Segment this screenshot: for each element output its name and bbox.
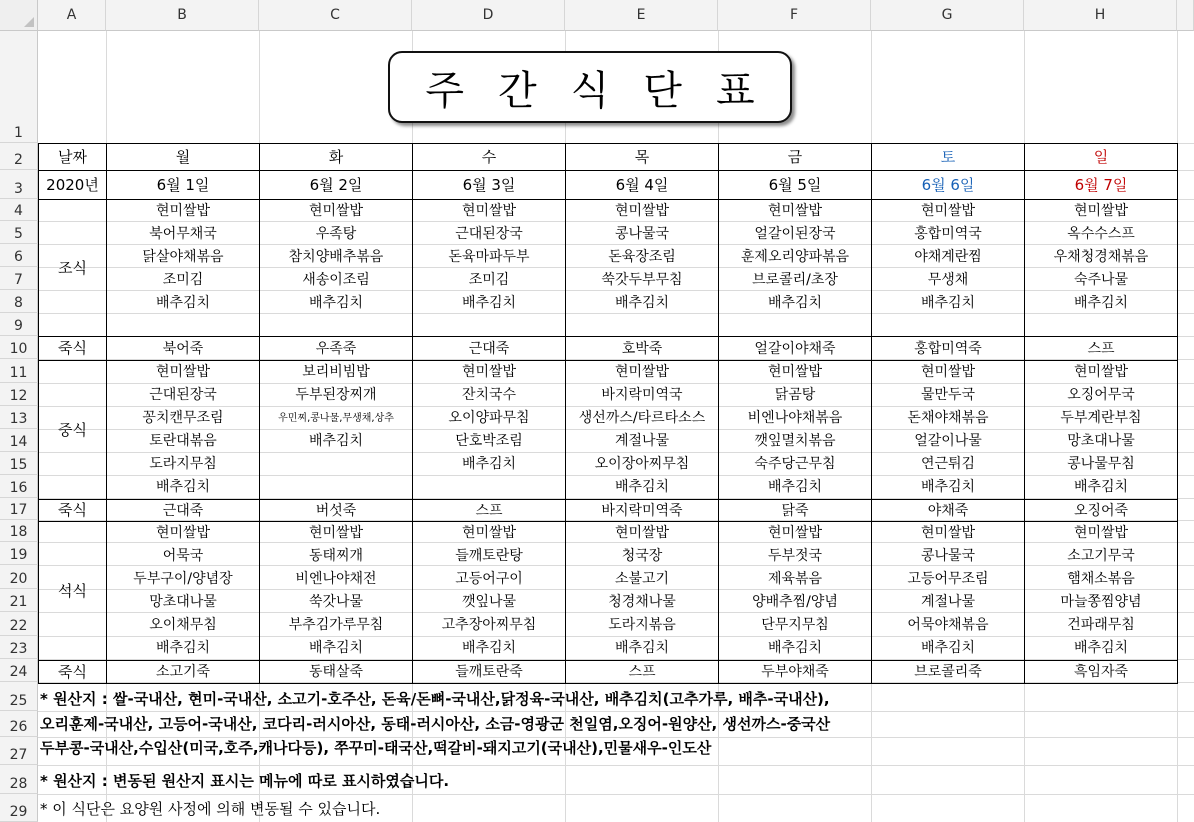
meal-cell[interactable] <box>566 361 719 500</box>
menu-item: 망초대나물 <box>149 594 217 610</box>
menu-item: 얼갈이된장국 <box>754 226 836 242</box>
menu-item: 현미쌀밥 <box>1073 525 1129 541</box>
date-cell[interactable]: 6월 7일 <box>1025 171 1178 200</box>
menu-item: 계절나물 <box>614 433 670 449</box>
menu-item: 두부된장찌개 <box>295 387 377 403</box>
menu-item: 건파래무침 <box>1067 617 1135 633</box>
menu-item: 돈육장조림 <box>608 249 676 265</box>
menu-item: 비엔나야채전 <box>295 571 377 587</box>
menu-change-note[interactable]: * 이 식단은 요양원 사정에 의해 변동될 수 있습니다. <box>40 800 381 818</box>
porridge-cell[interactable]: 우족죽 <box>260 337 413 361</box>
menu-item: 소불고기 <box>614 571 670 587</box>
menu-item: 현미쌀밥 <box>920 203 976 219</box>
porridge-cell[interactable]: 오징어죽 <box>1025 500 1178 522</box>
menu-item: 참치양배추볶음 <box>288 249 384 265</box>
menu-item: 근대된장국 <box>149 387 217 403</box>
menu-item: 우족탕 <box>315 226 357 242</box>
porridge-cell[interactable]: 두부야채죽 <box>719 661 872 684</box>
row-header-5[interactable]: 5 <box>0 221 38 244</box>
menu-item: 배추김치 <box>155 295 211 311</box>
meal-cell[interactable] <box>107 200 260 337</box>
menu-item: 현미쌀밥 <box>308 525 364 541</box>
menu-item: 어묵야채볶음 <box>907 617 989 633</box>
meal-cell[interactable] <box>872 361 1025 500</box>
menu-item: 숙주당근무침 <box>754 456 836 472</box>
menu-item: 현미쌀밥 <box>767 364 823 380</box>
menu-item: 배추김치 <box>461 640 517 656</box>
column-header-a[interactable]: A <box>38 0 106 31</box>
porridge-cell[interactable]: 북어죽 <box>107 337 260 361</box>
meal-cell[interactable] <box>719 522 872 661</box>
day-header[interactable]: 금 <box>719 144 872 171</box>
menu-item: 현미쌀밥 <box>308 203 364 219</box>
row-header-23[interactable]: 23 <box>0 636 38 659</box>
meal-label[interactable]: 중식 <box>39 361 107 500</box>
menu-item: 현미쌀밥 <box>155 364 211 380</box>
column-header-e[interactable]: E <box>565 0 718 31</box>
menu-item: 배추김치 <box>920 640 976 656</box>
row-header-18[interactable]: 18 <box>0 520 38 542</box>
menu-item: 현미쌀밥 <box>767 525 823 541</box>
year-cell[interactable]: 2020년 <box>39 171 107 200</box>
row-header-13[interactable]: 13 <box>0 406 38 429</box>
title-box[interactable] <box>388 51 792 123</box>
menu-item: 무생채 <box>927 272 969 288</box>
porridge-cell[interactable]: 흑임자죽 <box>1025 661 1178 684</box>
row-header-16[interactable]: 16 <box>0 475 38 498</box>
menu-item: 도라지무침 <box>149 456 217 472</box>
meal-cell[interactable] <box>566 522 719 661</box>
day-header[interactable]: 목 <box>566 144 719 171</box>
column-header-overflow <box>1177 0 1194 31</box>
menu-item: 망초대나물 <box>1067 433 1135 449</box>
menu-item: 들깨토란탕 <box>455 548 523 564</box>
menu-item: 콩나물무침 <box>1067 456 1135 472</box>
porridge-cell[interactable]: 브로콜리죽 <box>872 661 1025 684</box>
menu-item: 고등어무조림 <box>907 571 989 587</box>
menu-item: 오이양파무침 <box>448 410 530 426</box>
menu-item: 현미쌀밥 <box>920 364 976 380</box>
menu-item: 근대된장국 <box>455 226 523 242</box>
menu-item: 계절나물 <box>920 594 976 610</box>
menu-item: 배추김치 <box>461 295 517 311</box>
menu-item: 우채청경채볶음 <box>1053 249 1149 265</box>
menu-item: 비엔나야채볶음 <box>747 410 843 426</box>
menu-item: 배추김치 <box>308 433 364 449</box>
column-header-d[interactable]: D <box>412 0 565 31</box>
menu-item: 브로콜리/초장 <box>752 272 838 288</box>
menu-item: 현미쌀밥 <box>461 525 517 541</box>
menu-item: 닭살야채볶음 <box>142 249 224 265</box>
menu-item: 배추김치 <box>308 295 364 311</box>
menu-item: 훈제오리양파볶음 <box>740 249 850 265</box>
porridge-cell[interactable]: 스프 <box>413 500 566 522</box>
menu-item: 제육볶음 <box>767 571 823 587</box>
row-header-17[interactable]: 17 <box>0 498 38 520</box>
menu-item: 토란대볶음 <box>149 433 217 449</box>
menu-item: 도라지볶음 <box>608 617 676 633</box>
meal-cell[interactable] <box>107 361 260 500</box>
row-header-9[interactable]: 9 <box>0 313 38 336</box>
menu-item: 깻잎멸치볶음 <box>754 433 836 449</box>
row-header-27[interactable]: 27 <box>0 737 38 765</box>
menu-item: 고등어구이 <box>455 571 523 587</box>
menu-item: 조미김 <box>162 272 204 288</box>
menu-item: 배추김치 <box>614 640 670 656</box>
porridge-cell[interactable]: 스프 <box>1025 337 1178 361</box>
date-label-cell[interactable]: 날짜 <box>39 144 107 171</box>
gridline-horizontal <box>38 794 1194 795</box>
row-header-24[interactable]: 24 <box>0 659 38 682</box>
meal-table <box>38 143 1178 684</box>
row-header-8[interactable]: 8 <box>0 290 38 313</box>
menu-item: 배추김치 <box>767 295 823 311</box>
row-header-20[interactable]: 20 <box>0 565 38 589</box>
page-title: 주간식단표 <box>425 67 789 114</box>
meal-label[interactable]: 죽식 <box>39 661 107 684</box>
menu-item: 현미쌀밥 <box>461 364 517 380</box>
menu-item: 청국장 <box>621 548 663 564</box>
day-header[interactable]: 수 <box>413 144 566 171</box>
row-header-3[interactable]: 3 <box>0 170 38 199</box>
porridge-cell[interactable]: 소고기죽 <box>107 661 260 684</box>
column-header-c[interactable]: C <box>259 0 412 31</box>
menu-item: 현미쌀밥 <box>767 203 823 219</box>
menu-item: 배추김치 <box>767 479 823 495</box>
meal-cell[interactable] <box>413 200 566 337</box>
menu-item: 양배추찜/양념 <box>752 594 838 610</box>
origin-change-note[interactable]: * 원산지 : 변동된 원산지 표시는 메뉴에 따로 표시하였습니다. <box>40 772 450 790</box>
menu-item: 현미쌀밥 <box>614 525 670 541</box>
menu-item: 숙주나물 <box>1073 272 1129 288</box>
menu-item: 깻잎나물 <box>461 594 517 610</box>
meal-cell[interactable] <box>107 522 260 661</box>
row-header-2[interactable]: 2 <box>0 143 38 170</box>
row-header-26[interactable]: 26 <box>0 711 38 737</box>
meal-cell[interactable] <box>413 361 566 500</box>
date-cell[interactable]: 6월 2일 <box>260 171 413 200</box>
row-header-29[interactable]: 29 <box>0 794 38 822</box>
menu-item: 배추김치 <box>1073 295 1129 311</box>
menu-item: 배추김치 <box>155 640 211 656</box>
menu-item: 현미쌀밥 <box>614 364 670 380</box>
row-header-11[interactable]: 11 <box>0 359 38 383</box>
meal-label[interactable]: 조식 <box>39 200 107 337</box>
porridge-cell[interactable]: 버섯죽 <box>260 500 413 522</box>
meal-cell[interactable] <box>260 522 413 661</box>
day-header[interactable]: 토 <box>872 144 1025 171</box>
menu-item: 배추김치 <box>614 295 670 311</box>
row-header-28[interactable]: 28 <box>0 765 38 794</box>
porridge-cell[interactable]: 야채죽 <box>872 500 1025 522</box>
menu-item: 두부구이/양념장 <box>133 571 233 587</box>
origin-note-line-1[interactable]: * 원산지 : 쌀-국내산, 현미-국내산, 소고기-호주산, 돈육/돈뼈-국내산,닭정육-국내산, 배추김치(고추가루, 배추-국내산), <box>40 690 830 708</box>
row-header-25[interactable]: 25 <box>0 682 38 711</box>
porridge-cell[interactable]: 스프 <box>566 661 719 684</box>
meal-cell[interactable] <box>260 361 413 500</box>
menu-item: 부추김가루무침 <box>288 617 384 633</box>
meal-cell[interactable] <box>413 522 566 661</box>
menu-item: 마늘쫑찜양념 <box>1060 594 1142 610</box>
meal-cell[interactable] <box>1025 200 1178 337</box>
porridge-cell[interactable]: 들깨토란죽 <box>413 661 566 684</box>
meal-label[interactable]: 석식 <box>39 522 107 661</box>
menu-item: 두부젓국 <box>767 548 823 564</box>
row-header-15[interactable]: 15 <box>0 452 38 475</box>
menu-item: 배추김치 <box>155 479 211 495</box>
menu-item: 콩나물국 <box>614 226 670 242</box>
column-header-b[interactable]: B <box>106 0 259 31</box>
row-header-1[interactable]: 1 <box>0 31 38 143</box>
column-header-h[interactable]: H <box>1024 0 1177 31</box>
menu-item: 생선까스/타르타소스 <box>578 410 706 426</box>
menu-item: 얼갈이나물 <box>914 433 982 449</box>
menu-item: 햄채소볶음 <box>1067 571 1135 587</box>
date-cell[interactable]: 6월 3일 <box>413 171 566 200</box>
menu-item: 현미쌀밥 <box>1073 364 1129 380</box>
porridge-cell[interactable]: 근대죽 <box>413 337 566 361</box>
menu-item: 배추김치 <box>614 479 670 495</box>
menu-item: 돈채야채볶음 <box>907 410 989 426</box>
menu-item: 새송이조림 <box>302 272 370 288</box>
menu-item: 보리비빔밥 <box>302 364 370 380</box>
menu-item: 조미김 <box>468 272 510 288</box>
menu-item: 청경채나물 <box>608 594 676 610</box>
menu-item: 현미쌀밥 <box>461 203 517 219</box>
menu-item: 소고기무국 <box>1067 548 1135 564</box>
row-header-21[interactable]: 21 <box>0 589 38 612</box>
meal-cell[interactable] <box>260 200 413 337</box>
gridline-horizontal <box>38 765 1194 766</box>
porridge-cell[interactable]: 근대죽 <box>107 500 260 522</box>
porridge-cell[interactable]: 홍합미역죽 <box>872 337 1025 361</box>
meal-label[interactable]: 죽식 <box>39 337 107 361</box>
date-cell[interactable]: 6월 5일 <box>719 171 872 200</box>
menu-item: 현미쌀밥 <box>920 525 976 541</box>
menu-item <box>413 476 565 499</box>
menu-item: 배추김치 <box>461 456 517 472</box>
meal-cell[interactable] <box>1025 522 1178 661</box>
menu-item: 현미쌀밥 <box>614 203 670 219</box>
menu-item: 배추김치 <box>1073 479 1129 495</box>
menu-item: 현미쌀밥 <box>155 203 211 219</box>
menu-item <box>260 476 412 499</box>
menu-item: 쑥갓두부무침 <box>601 272 683 288</box>
menu-item: 꽁치캔무조림 <box>142 410 224 426</box>
menu-item: 단호박조림 <box>455 433 523 449</box>
day-header[interactable]: 일 <box>1025 144 1178 171</box>
menu-item: 우민찌,콩나물,무생채,상추 <box>278 413 394 424</box>
column-header-g[interactable]: G <box>871 0 1024 31</box>
meal-cell[interactable] <box>1025 361 1178 500</box>
meal-cell[interactable] <box>872 200 1025 337</box>
date-cell[interactable]: 6월 4일 <box>566 171 719 200</box>
row-header-22[interactable]: 22 <box>0 612 38 636</box>
menu-item: 옥수수스프 <box>1067 226 1135 242</box>
gridline-horizontal <box>38 711 1194 712</box>
menu-item: 오징어무국 <box>1067 387 1135 403</box>
porridge-cell[interactable]: 바지락미역죽 <box>566 500 719 522</box>
menu-item: 배추김치 <box>308 640 364 656</box>
menu-item: 현미쌀밥 <box>1073 203 1129 219</box>
menu-item: 연근튀김 <box>920 456 976 472</box>
porridge-cell[interactable]: 얼갈이야채죽 <box>719 337 872 361</box>
menu-item: 두부계란부침 <box>1060 410 1142 426</box>
row-header-10[interactable]: 10 <box>0 336 38 359</box>
column-header-f[interactable]: F <box>718 0 871 31</box>
menu-item: 배추김치 <box>767 640 823 656</box>
menu-item: 오이장아찌무침 <box>594 456 690 472</box>
menu-item: 잔치국수 <box>461 387 517 403</box>
meal-cell[interactable] <box>872 522 1025 661</box>
menu-item: 배추김치 <box>920 479 976 495</box>
day-header[interactable]: 월 <box>107 144 260 171</box>
porridge-cell[interactable]: 호박죽 <box>566 337 719 361</box>
row-header-7[interactable]: 7 <box>0 267 38 290</box>
menu-item: 동태찌개 <box>308 548 364 564</box>
menu-item: 현미쌀밥 <box>155 525 211 541</box>
date-cell[interactable]: 6월 1일 <box>107 171 260 200</box>
menu-item: 오이채무침 <box>149 617 217 633</box>
meal-label[interactable]: 죽식 <box>39 500 107 522</box>
meal-cell[interactable] <box>719 200 872 337</box>
day-header[interactable]: 화 <box>260 144 413 171</box>
origin-note-line-2[interactable]: 오리훈제-국내산, 고등어-국내산, 코다리-러시아산, 동태-러시아산, 소금-영광군 천일염,오징어-원양산, 생선까스-중국산 <box>40 715 831 733</box>
menu-item: 돈육마파두부 <box>448 249 530 265</box>
row-header-12[interactable]: 12 <box>0 383 38 406</box>
menu-item: 배추김치 <box>1073 640 1129 656</box>
row-header-19[interactable]: 19 <box>0 542 38 565</box>
meal-cell[interactable] <box>566 200 719 337</box>
menu-item: 고추장아찌무침 <box>441 617 537 633</box>
menu-item: 배추김치 <box>920 295 976 311</box>
date-cell[interactable]: 6월 6일 <box>872 171 1025 200</box>
row-header-4[interactable]: 4 <box>0 199 38 221</box>
row-header-6[interactable]: 6 <box>0 244 38 267</box>
row-header-14[interactable]: 14 <box>0 429 38 452</box>
menu-item <box>260 453 412 476</box>
menu-item: 닭곰탕 <box>774 387 816 403</box>
menu-item: 물만두국 <box>920 387 976 403</box>
menu-item: 야채계란찜 <box>914 249 982 265</box>
menu-item: 바지락미역국 <box>601 387 683 403</box>
menu-item: 단무지무침 <box>761 617 829 633</box>
menu-item: 쑥갓나물 <box>308 594 364 610</box>
select-all-corner[interactable] <box>0 0 38 31</box>
meal-cell[interactable] <box>719 361 872 500</box>
porridge-cell[interactable]: 동태살죽 <box>260 661 413 684</box>
menu-item: 홍합미역국 <box>914 226 982 242</box>
porridge-cell[interactable]: 닭죽 <box>719 500 872 522</box>
menu-item: 콩나물국 <box>920 548 976 564</box>
menu-item: 북어무채국 <box>149 226 217 242</box>
menu-item: 어묵국 <box>162 548 204 564</box>
origin-note-line-3[interactable]: 두부콩-국내산,수입산(미국,호주,캐나다등), 쭈꾸미-태국산,떡갈비-돼지고기(국내산),민물새우-인도산 <box>40 739 712 757</box>
